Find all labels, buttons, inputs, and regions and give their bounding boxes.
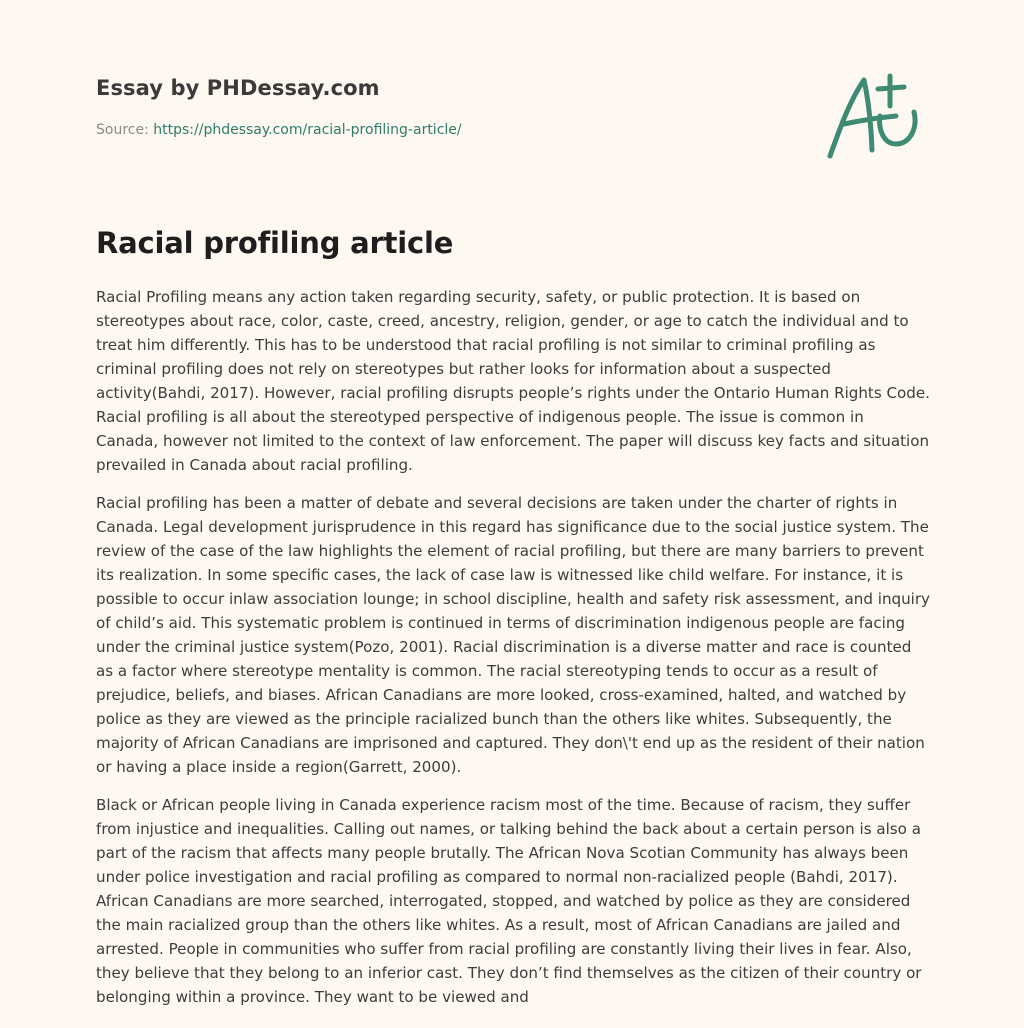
article-body bbox=[96, 285, 930, 1023]
source-line bbox=[96, 122, 796, 138]
article-paragraph: Racial Profiling means any action taken regarding security, safety, or public protection. It is based on stereotypes about race, color, caste, creed, ancestry, religion, gender, or age to catch the individual and to treat him differently. This has to be understood that racial profiling is not similar to criminal profiling as criminal profiling does not rely on stereotypes but rather looks for information about a suspected activity(Bahdi, 2017). However, racial profiling disrupts people’s rights under the Ontario Human Rights Code. Racial profiling is all about the stereotyped perspective of indigenous people. The issue is common in Canada, however not limited to the context of law enforcement. The paper will discuss key facts and situation prevailed in Canada about racial profiling. bbox=[96, 288, 930, 474]
essay-header bbox=[96, 76, 796, 138]
article-paragraph: Black or African people living in Canada experience racism most of the time. Because of racism, they suffer from injustice and inequalities. Calling out names, or talking behind the back about a certain person is also a part of the racism that affects many people brutally. The African Nova Scotian Community has always been under police investigation and racial profiling as compared to normal non-racialized people (Bahdi, 2017). African Canadians are more searched, interrogated, stopped, and watched by police as they are considered the main racialized group than the others like whites. As a result, most of African Canadians are jailed and arrested. People in communities who suffer from racial profiling are constantly living their lives in fear. Also, they believe that they belong to an inferior cast. They don’t find themselves as the citizen of their country or belonging within a province. They want to be viewed and bbox=[96, 796, 922, 1006]
source-label: Source: bbox=[96, 122, 149, 138]
source-link[interactable]: https://phdessay.com/racial-profiling-article/ bbox=[153, 122, 462, 138]
brand-title: Essay by PHDessay.com bbox=[96, 76, 380, 100]
article-paragraph: Racial profiling has been a matter of debate and several decisions are taken under the charter of rights in Canada. Legal development jurisprudence in this regard has significance due to the social justice system. The review of the case of the law highlights the element of racial profiling, but there are many barriers to prevent its realization. In some specific cases, the lack of case law is witnessed like child welfare. For instance, it is possible to occur inlaw association lounge; in school discipline, health and safety risk assessment, and inquiry of child’s aid. This systematic problem is continued in terms of discrimination indigenous people are facing under the criminal justice system(Pozo, 2001). Racial discrimination is a diverse matter and race is counted as a factor where stereotype mentality is common. The racial stereotyping tends to occur as a result of prejudice, beliefs, and biases. African Canadians are more looked, cross-examined, halted, and watched by police as they are viewed as the principle racialized bunch than the others like whites. Subsequently, the majority of African Canadians are imprisoned and captured. They don\'t end up as the resident of their nation or having a place inside a region(Garrett, 2000). bbox=[96, 494, 930, 776]
a-plus-grade-icon bbox=[822, 68, 926, 164]
article-title: Racial profiling article bbox=[96, 226, 454, 260]
